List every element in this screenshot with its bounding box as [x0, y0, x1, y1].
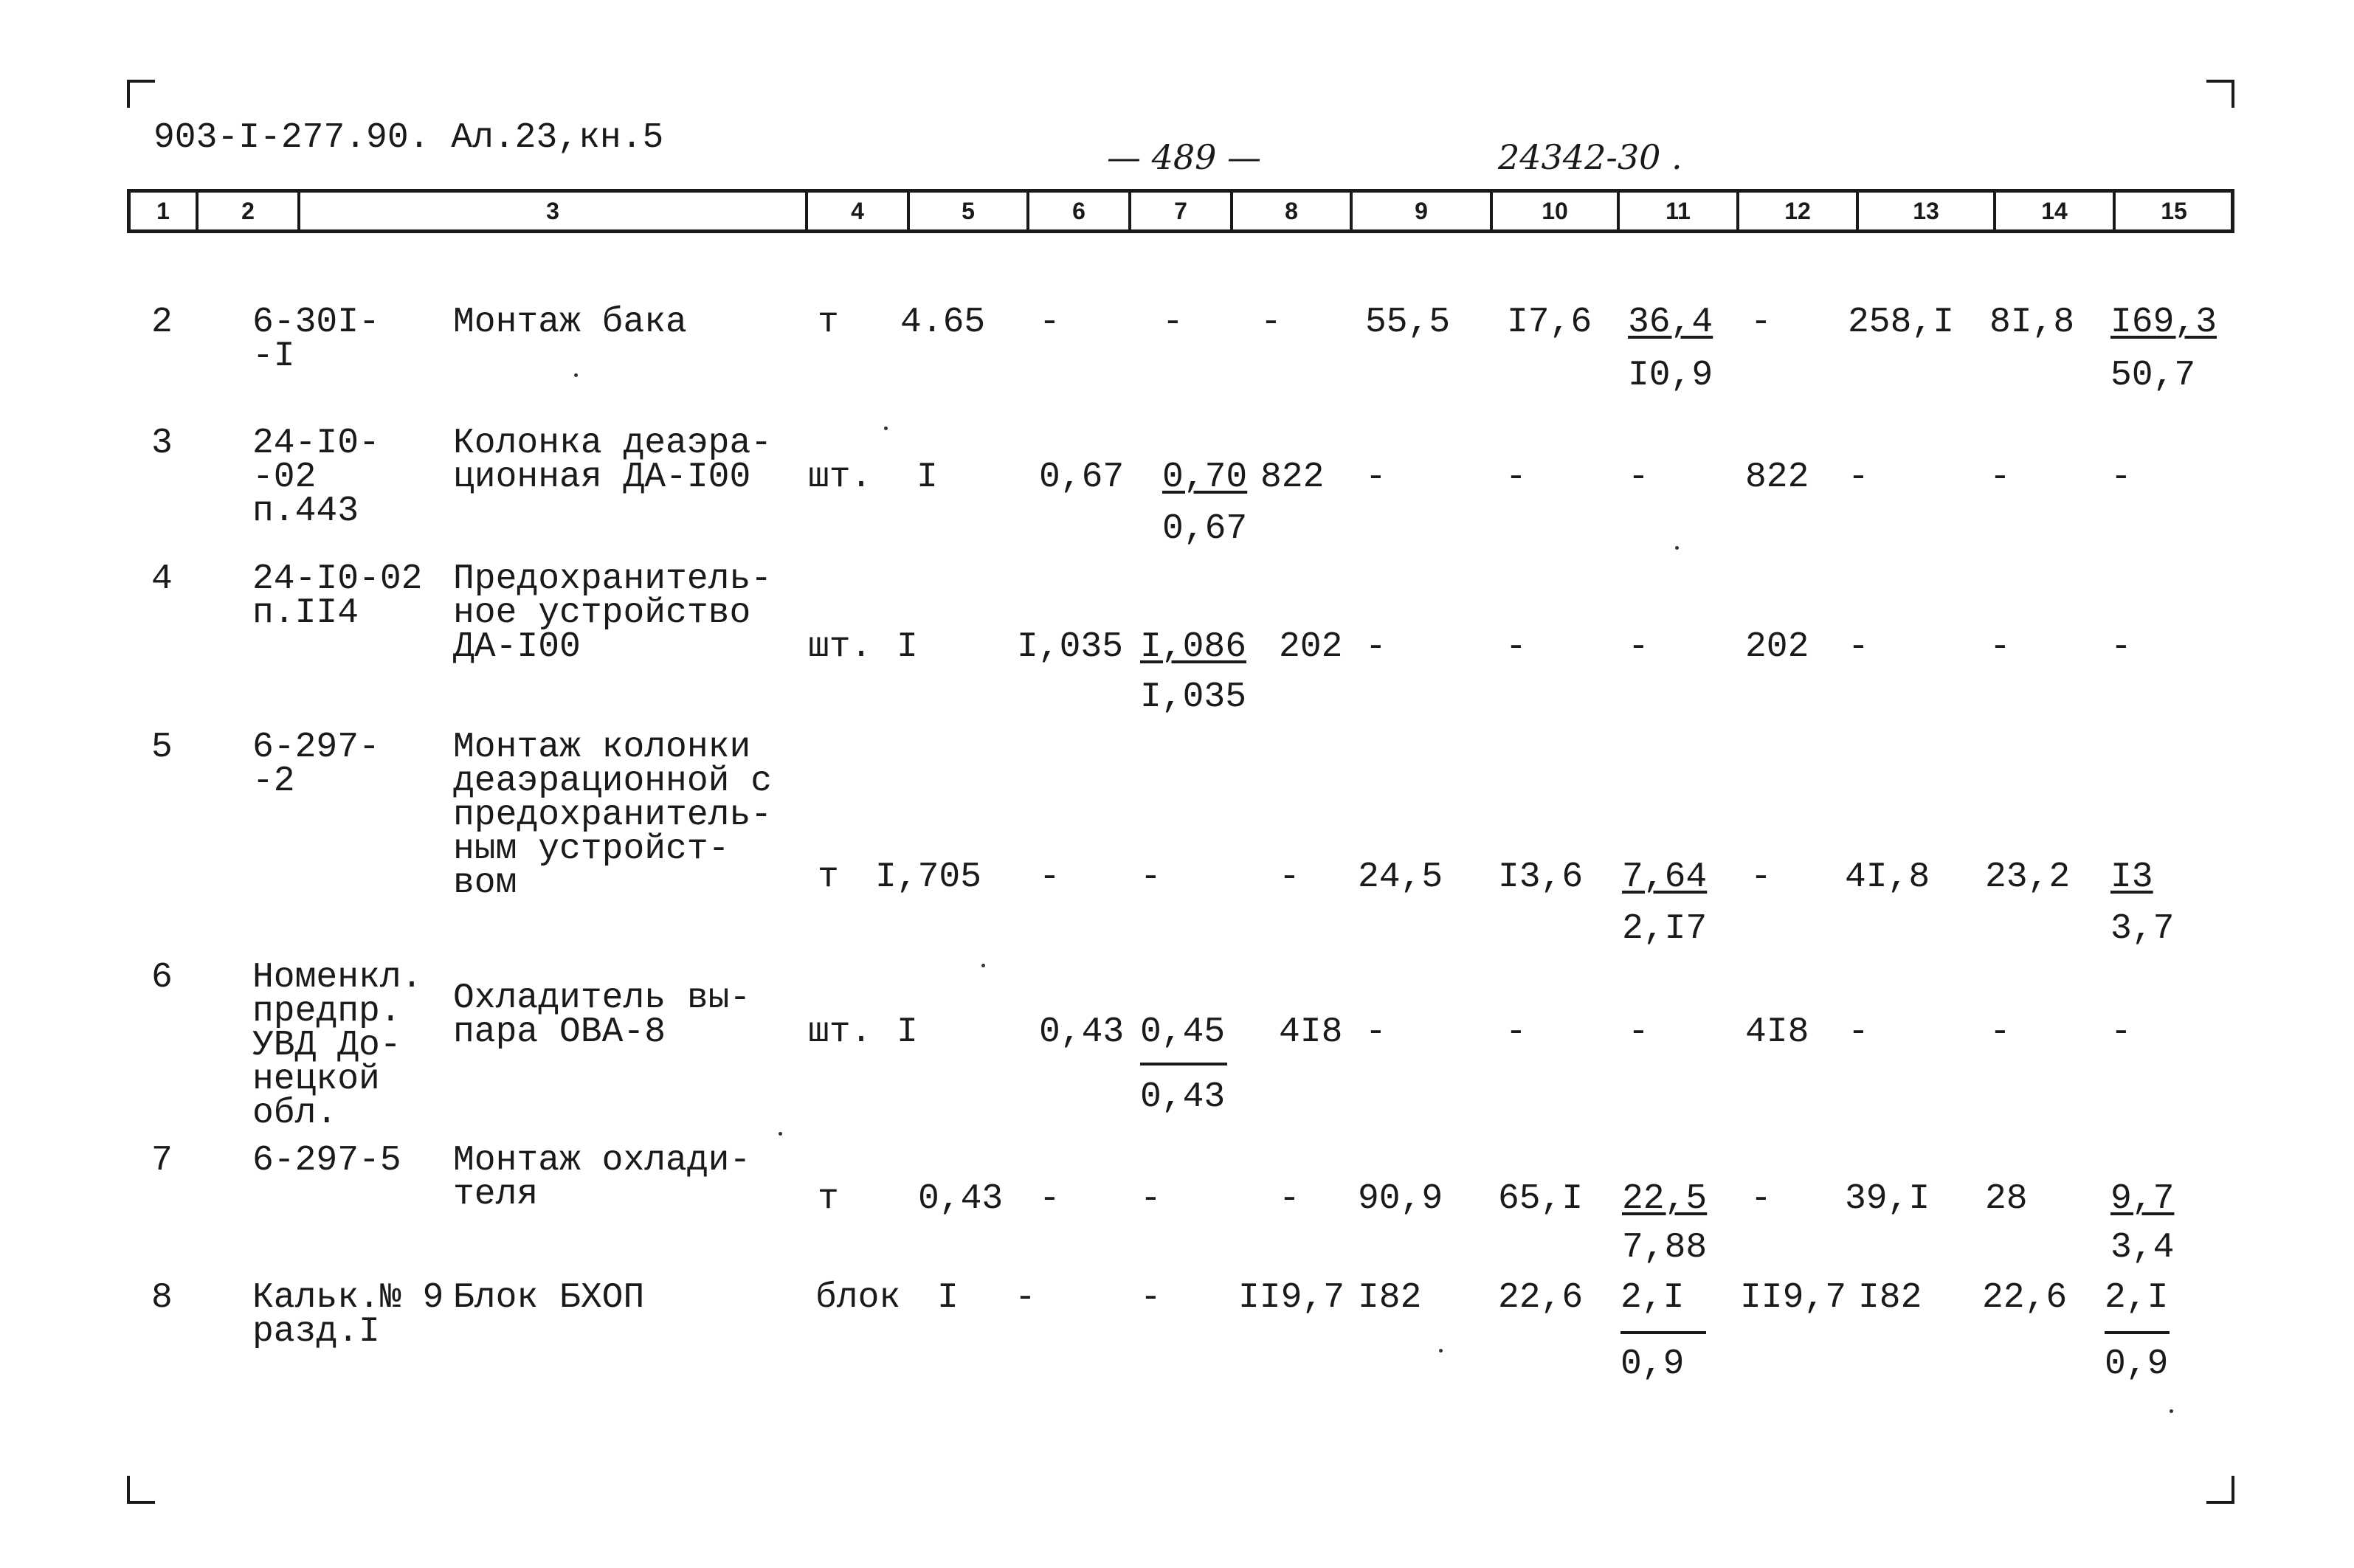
row-col11: 2,I: [1620, 1278, 1685, 1318]
row-number: 8: [151, 1278, 173, 1318]
row-col12: 202: [1745, 627, 1809, 667]
row-col5: I: [897, 1012, 918, 1052]
row-col12: 4I8: [1745, 1012, 1809, 1052]
row-col8: II9,7: [1238, 1278, 1345, 1318]
row-code: Кальк.№ 9 разд.I: [252, 1278, 444, 1352]
row-col14: 28: [1985, 1179, 2028, 1219]
row-col7: -: [1140, 1179, 1162, 1219]
row-number: 7: [151, 1141, 173, 1181]
row-unit: т: [818, 303, 839, 342]
row-col14: 23,2: [1985, 857, 2071, 897]
row-col15: 9,7: [2110, 1179, 2175, 1219]
row-col14: 22,6: [1982, 1278, 2068, 1318]
handwritten-reference: 24342-30 .: [1498, 137, 1682, 177]
scan-speck: [1675, 546, 1679, 550]
row-col11-lower: 2,I7: [1622, 909, 1708, 949]
row-col13: -: [1848, 457, 1869, 497]
column-number: 13: [1913, 198, 1939, 224]
row-col9: -: [1365, 457, 1387, 497]
row-col5: I: [937, 1278, 959, 1318]
row-unit: блок: [815, 1278, 901, 1318]
row-code: Номенкл. предпр. УВД До- нецкой обл.: [252, 958, 423, 1133]
row-col7-lower: I,035: [1140, 677, 1247, 717]
row-col15: 2,I: [2105, 1278, 2169, 1318]
scan-speck: [981, 964, 985, 967]
row-col8: 202: [1279, 627, 1343, 667]
scan-speck: [1439, 1349, 1443, 1353]
row-col10: -: [1505, 457, 1527, 497]
scan-speck: [884, 426, 888, 430]
row-col15: -: [2110, 457, 2132, 497]
row-col12: -: [1750, 303, 1772, 342]
row-col6: 0,67: [1039, 457, 1125, 497]
row-name: Монтаж охлади- теля: [453, 1141, 751, 1215]
row-col11-lower: 7,88: [1622, 1228, 1708, 1268]
corner-mark-top-right: [2206, 80, 2234, 108]
row-col15: -: [2110, 627, 2132, 667]
row-col6: -: [1039, 857, 1060, 897]
row-col5: 4.65: [900, 303, 986, 342]
row-col11: 7,64: [1622, 857, 1708, 897]
row-col7-lower: 0,67: [1162, 509, 1248, 549]
row-number: 2: [151, 303, 173, 342]
fraction-bar: [1620, 1331, 1706, 1334]
row-name: Охладитель вы- пара ОВА-8: [453, 978, 751, 1052]
column-number: 4: [851, 198, 864, 224]
row-col11: -: [1628, 627, 1649, 667]
row-col11: 22,5: [1622, 1179, 1708, 1219]
column-number: 8: [1285, 198, 1298, 224]
row-col12: 822: [1745, 457, 1809, 497]
row-col10: I7,6: [1507, 303, 1592, 342]
row-col13: -: [1848, 627, 1869, 667]
column-number: 1: [156, 198, 170, 224]
row-code: 6-297-5: [252, 1141, 401, 1181]
row-col13: -: [1848, 1012, 1869, 1052]
column-number-header: [127, 189, 2234, 233]
row-col15: -: [2110, 1012, 2132, 1052]
row-col14: -: [1989, 1012, 2011, 1052]
row-unit: шт.: [808, 457, 872, 497]
row-name: Предохранитель- ное устройство ДА-I00: [453, 559, 773, 667]
row-col6: I,035: [1017, 627, 1124, 667]
row-col11: -: [1628, 1012, 1649, 1052]
row-code: 6-297- -2: [252, 728, 380, 801]
row-col13: 39,I: [1845, 1179, 1930, 1219]
column-number: 9: [1415, 198, 1428, 224]
row-col6: -: [1015, 1278, 1036, 1318]
row-col6: 0,43: [1039, 1012, 1125, 1052]
row-name: Колонка деаэра- ционная ДА-I00: [453, 424, 773, 497]
row-col15: I69,3: [2110, 303, 2217, 342]
row-name: Монтаж колонки деаэрационной с предохранитель- ным устройст- вом: [453, 728, 773, 903]
row-col13: 4I,8: [1845, 857, 1930, 897]
row-number: 5: [151, 728, 173, 767]
row-col10: 65,I: [1498, 1179, 1584, 1219]
row-col7: -: [1162, 303, 1184, 342]
row-col10: I3,6: [1498, 857, 1584, 897]
row-col5: 0,43: [918, 1179, 1004, 1219]
fraction-bar: [1140, 1063, 1227, 1066]
row-code: 6-30I- -I: [252, 303, 380, 376]
row-col9: I82: [1358, 1278, 1422, 1318]
row-number: 3: [151, 424, 173, 463]
row-name: Блок БХОП: [453, 1278, 645, 1318]
column-number: 11: [1666, 198, 1691, 224]
row-col7: 0,45: [1140, 1012, 1226, 1052]
row-col5: I: [917, 457, 938, 497]
row-unit: шт.: [808, 1012, 872, 1052]
row-col11: 36,4: [1628, 303, 1713, 342]
row-col9: -: [1365, 627, 1387, 667]
row-col9: 24,5: [1358, 857, 1443, 897]
column-number: 3: [546, 198, 559, 224]
corner-mark-bottom-left: [127, 1476, 155, 1504]
column-number: 14: [2041, 198, 2068, 224]
row-col13: I82: [1858, 1278, 1922, 1318]
row-col8: -: [1279, 1179, 1300, 1219]
row-unit: т: [818, 857, 839, 897]
column-number: 6: [1072, 198, 1085, 224]
corner-mark-bottom-right: [2206, 1476, 2234, 1504]
column-number: 5: [962, 198, 975, 224]
row-col15-lower: 3,4: [2110, 1228, 2175, 1268]
row-col9: 55,5: [1365, 303, 1451, 342]
row-col8: 822: [1260, 457, 1325, 497]
row-col14: 8I,8: [1989, 303, 2075, 342]
row-col14: -: [1989, 627, 2011, 667]
row-col6: -: [1039, 1179, 1060, 1219]
column-number: 10: [1542, 198, 1568, 224]
row-col9: 90,9: [1358, 1179, 1443, 1219]
row-col8: 4I8: [1279, 1012, 1343, 1052]
row-col6: -: [1039, 303, 1060, 342]
row-col14: -: [1989, 457, 2011, 497]
row-col11-lower: I0,9: [1628, 356, 1713, 396]
row-col15-lower: 0,9: [2105, 1344, 2169, 1384]
corner-mark-top-left: [127, 80, 155, 108]
row-col7: -: [1140, 857, 1162, 897]
row-col13: 258,I: [1848, 303, 1955, 342]
scan-speck: [2170, 1409, 2173, 1413]
row-col12: -: [1750, 857, 1772, 897]
row-col7: I,086: [1140, 627, 1247, 667]
column-number: 15: [2161, 198, 2187, 224]
scan-speck: [779, 1132, 782, 1136]
row-name: Монтаж бака: [453, 303, 687, 342]
row-col11: -: [1628, 457, 1649, 497]
column-number: 7: [1174, 198, 1187, 224]
row-col11-lower: 0,9: [1620, 1344, 1685, 1384]
row-col12: II9,7: [1740, 1278, 1847, 1318]
row-col10: -: [1505, 627, 1527, 667]
row-unit: шт.: [808, 627, 872, 667]
page-number: — 489 —: [1107, 137, 1262, 177]
row-col12: -: [1750, 1179, 1772, 1219]
row-col10: -: [1505, 1012, 1527, 1052]
row-col9: -: [1365, 1012, 1387, 1052]
row-col7-lower: 0,43: [1140, 1077, 1226, 1117]
column-number: 2: [241, 198, 255, 224]
row-col8: -: [1260, 303, 1282, 342]
row-col7: 0,70: [1162, 457, 1248, 497]
row-code: 24-I0-02 п.II4: [252, 559, 423, 633]
row-col15-lower: 50,7: [2110, 356, 2196, 396]
row-code: 24-I0- -02 п.443: [252, 424, 380, 531]
document-code: 903-I-277.90. Ал.23,кн.5: [153, 118, 664, 158]
row-col15: I3: [2110, 857, 2153, 897]
row-unit: т: [818, 1179, 839, 1219]
row-number: 6: [151, 958, 173, 998]
row-col8: -: [1279, 857, 1300, 897]
row-number: 4: [151, 559, 173, 599]
row-col10: 22,6: [1498, 1278, 1584, 1318]
column-number: 12: [1784, 198, 1811, 224]
fraction-bar: [2105, 1331, 2170, 1334]
scan-speck: [574, 373, 578, 377]
row-col5: I: [897, 627, 918, 667]
row-col15-lower: 3,7: [2110, 909, 2175, 949]
row-col7: -: [1140, 1278, 1162, 1318]
row-col5: I,705: [875, 857, 982, 897]
